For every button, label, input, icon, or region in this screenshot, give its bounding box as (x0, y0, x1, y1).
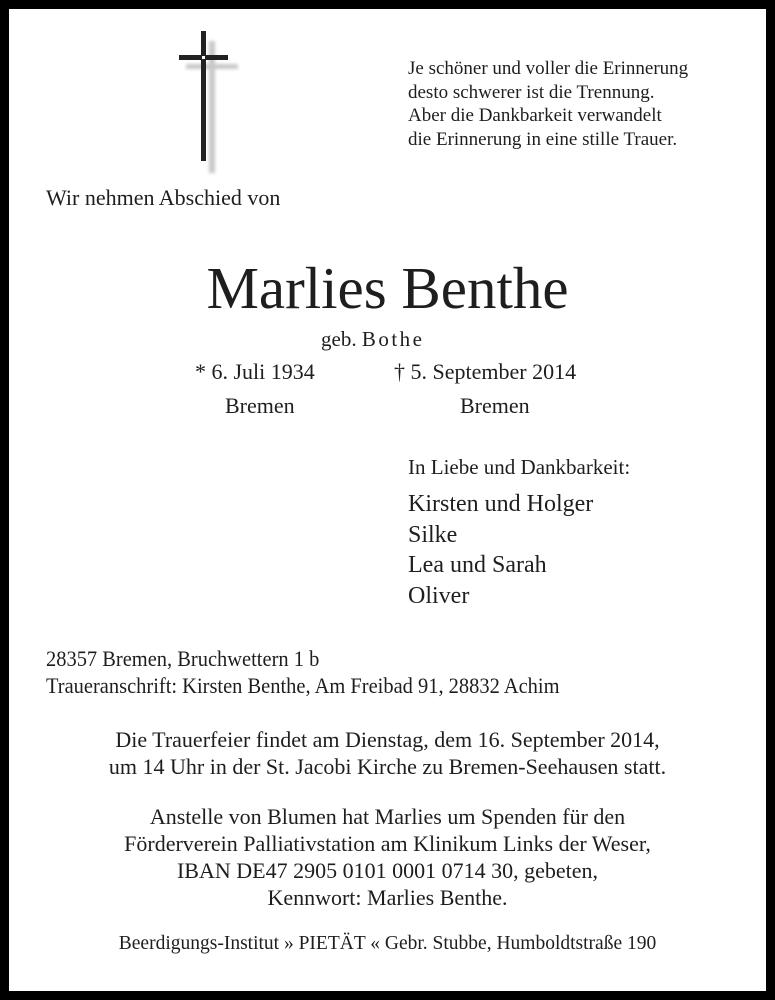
ceremony-line: Die Trauerfeier findet am Dienstag, dem 16. September 2014, (115, 727, 660, 752)
quote-line: Aber die Dankbarkeit verwandelt (408, 105, 662, 126)
mourner: Silke (408, 521, 458, 548)
obituary-notice (9, 9, 766, 991)
funeral-home-footer: Beerdigungs-Institut » PIETÄT « Gebr. Stubbe, Humboldtstraße 190 (118, 933, 657, 954)
deceased-name: Marlies Benthe (206, 255, 569, 321)
mourners-list (408, 489, 593, 611)
quote-line: desto schwerer ist die Trennung. (408, 81, 655, 103)
quote-line: die Erinnerung in eine stille Trauer. (408, 128, 678, 150)
mourner: Kirsten und Holger (408, 491, 594, 517)
maiden-name: Bothe (361, 327, 425, 351)
donation-line: Kennwort: Marlies Benthe. (267, 885, 508, 910)
ceremony-line: um 14 Uhr in der St. Jacobi Kirche zu Bremen-Seehausen statt. (108, 754, 667, 779)
birth-date: * 6. Juli 1934 (195, 359, 315, 384)
donation-iban-line: IBAN DE47 2905 0101 0001 0714 30, gebeten, (176, 858, 598, 883)
quote-line: Je schöner und voller die Erinnerung (408, 58, 689, 79)
death-place: Bremen (460, 393, 530, 418)
mourning-address-line: Traueranschrift: Kirsten Benthe, Am Freibad 91, 28832 Achim (46, 673, 560, 698)
mourner: Oliver (408, 582, 470, 609)
donation-line: Anstelle von Blumen hat Marlies um Spenden für den (149, 804, 626, 829)
death-date: † 5. September 2014 (394, 359, 577, 384)
maiden-prefix: geb. (321, 327, 357, 351)
mourner: Lea und Sarah (408, 552, 547, 578)
address-line: 28357 Bremen, Bruchwettern 1 b (46, 646, 320, 671)
birth-place: Bremen (225, 393, 295, 418)
address-block (46, 645, 560, 699)
memorial-quote (408, 57, 688, 151)
donation-line: Förderverein Palliativstation am Klinikum Links der Weser, (124, 831, 651, 856)
donation-info (9, 803, 766, 911)
maiden-name-line (321, 327, 425, 352)
intro-text: Wir nehmen Abschied von (46, 185, 281, 210)
ceremony-info (9, 726, 766, 780)
thanks-heading: In Liebe und Dankbarkeit: (408, 455, 631, 479)
cross-icon (179, 31, 239, 171)
